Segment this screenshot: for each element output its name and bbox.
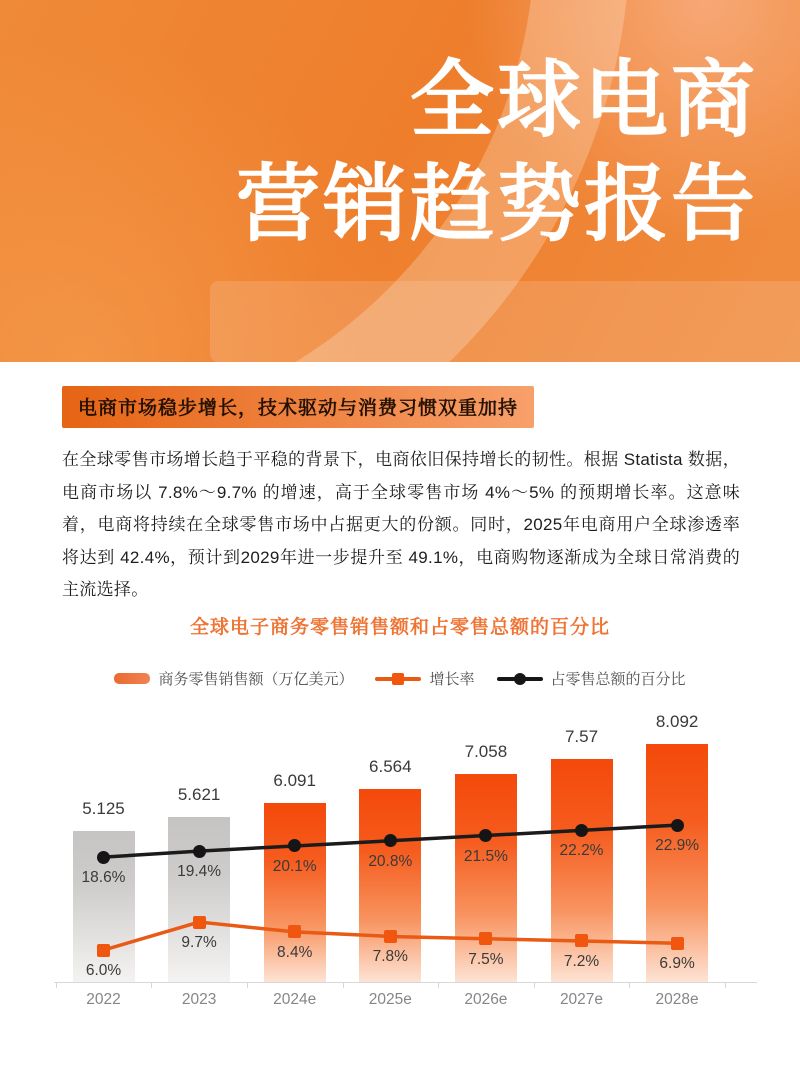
pct-label: 21.5% [463, 847, 508, 865]
x-axis-label: 2027e [559, 991, 604, 1008]
report-title-line1: 全球电商 [409, 53, 758, 147]
growth-marker [671, 937, 684, 950]
bar-2027e [551, 759, 613, 982]
section-badge: 电商市场稳步增长，技术驱动与消费习惯双重加持 [62, 386, 534, 428]
x-axis-line [54, 982, 757, 983]
legend-label-pct: 占零售总额的百分比 [550, 671, 686, 688]
growth-marker [97, 944, 110, 957]
x-axis-tick [151, 983, 152, 988]
pct-marker [575, 824, 588, 837]
bar-swatch-icon [114, 673, 150, 684]
x-axis-label: 2028e [655, 991, 699, 1008]
x-axis-label: 2023 [181, 991, 217, 1008]
x-axis-label: 2024e [273, 991, 317, 1008]
pct-label: 19.4% [177, 863, 222, 881]
x-axis-tick [247, 983, 248, 988]
x-axis-tick [343, 983, 344, 988]
pct-label: 18.6% [81, 869, 126, 887]
pct-label: 20.8% [368, 852, 413, 870]
bar-value-label: 6.091 [273, 770, 316, 790]
chart-title: 全球电子商务零售销售额和占零售总额的百分比 [189, 617, 610, 638]
body-paragraph: 在全球零售市场增长趋于平稳的背景下，电商依旧保持增长的韧性。根据 Statista 数据，电商市场以 7.8%～9.7% 的增速，高于全球零售市场 4%～5% 的预期增长率。这意味着，电商将持续在全球零售市场中占据更大的份额。同时，2025年电商用户全球渗透率将达到 42.4%，预计到2029年进一步提升至 49.1%，电商购物逐渐成为全球日常消费的主流选择。 [62, 450, 740, 599]
pct-marker [384, 834, 397, 847]
growth-label: 7.8% [372, 948, 408, 966]
growth-label: 9.7% [181, 934, 217, 952]
legend-item-sales [114, 668, 353, 689]
x-axis-label: 2026e [464, 991, 508, 1008]
bar-value-label: 5.125 [82, 799, 125, 819]
x-axis-tick [629, 983, 630, 988]
x-axis-label: 2022 [86, 991, 121, 1008]
pct-label: 20.1% [272, 857, 317, 875]
bar-2023 [168, 817, 230, 982]
x-axis-tick [534, 983, 535, 988]
legend-item-growth [375, 668, 474, 689]
growth-marker [288, 925, 301, 938]
growth-label: 6.0% [85, 962, 122, 980]
pct-marker [671, 819, 684, 832]
legend-item-pct [497, 668, 686, 689]
growth-line-swatch-icon [375, 672, 421, 685]
growth-marker [575, 934, 588, 947]
pct-label: 22.2% [559, 842, 604, 860]
pct-label: 22.9% [655, 837, 700, 855]
growth-marker [479, 932, 492, 945]
growth-label: 8.4% [277, 943, 313, 961]
growth-label: 7.5% [468, 950, 504, 968]
report-title-line2: 营销趋势报告 [235, 157, 758, 251]
x-axis-tick [56, 983, 57, 988]
pct-line-swatch-icon [497, 672, 543, 685]
chart-canvas [0, 700, 800, 1020]
bar-value-label: 7.57 [564, 727, 599, 747]
decorative-rect [210, 281, 800, 362]
report-title [236, 48, 758, 256]
legend-label-growth: 增长率 [429, 671, 475, 688]
bar-value-label: 7.058 [464, 742, 508, 762]
bar-value-label: 5.621 [177, 784, 221, 804]
growth-marker [193, 916, 206, 929]
x-axis-tick [438, 983, 439, 988]
growth-label: 7.2% [563, 952, 600, 970]
x-axis-label: 2025e [368, 991, 412, 1008]
chart-legend [0, 668, 800, 689]
header-banner [0, 0, 800, 362]
growth-label: 6.9% [659, 955, 695, 973]
growth-marker [384, 930, 397, 943]
x-axis-tick [725, 983, 726, 988]
pct-marker [97, 851, 110, 864]
bar-value-label: 8.092 [655, 712, 699, 732]
bar-value-label: 6.564 [369, 757, 412, 777]
legend-label-sales: 商务零售销售额（万亿美元） [158, 671, 354, 688]
pct-marker [193, 845, 206, 858]
